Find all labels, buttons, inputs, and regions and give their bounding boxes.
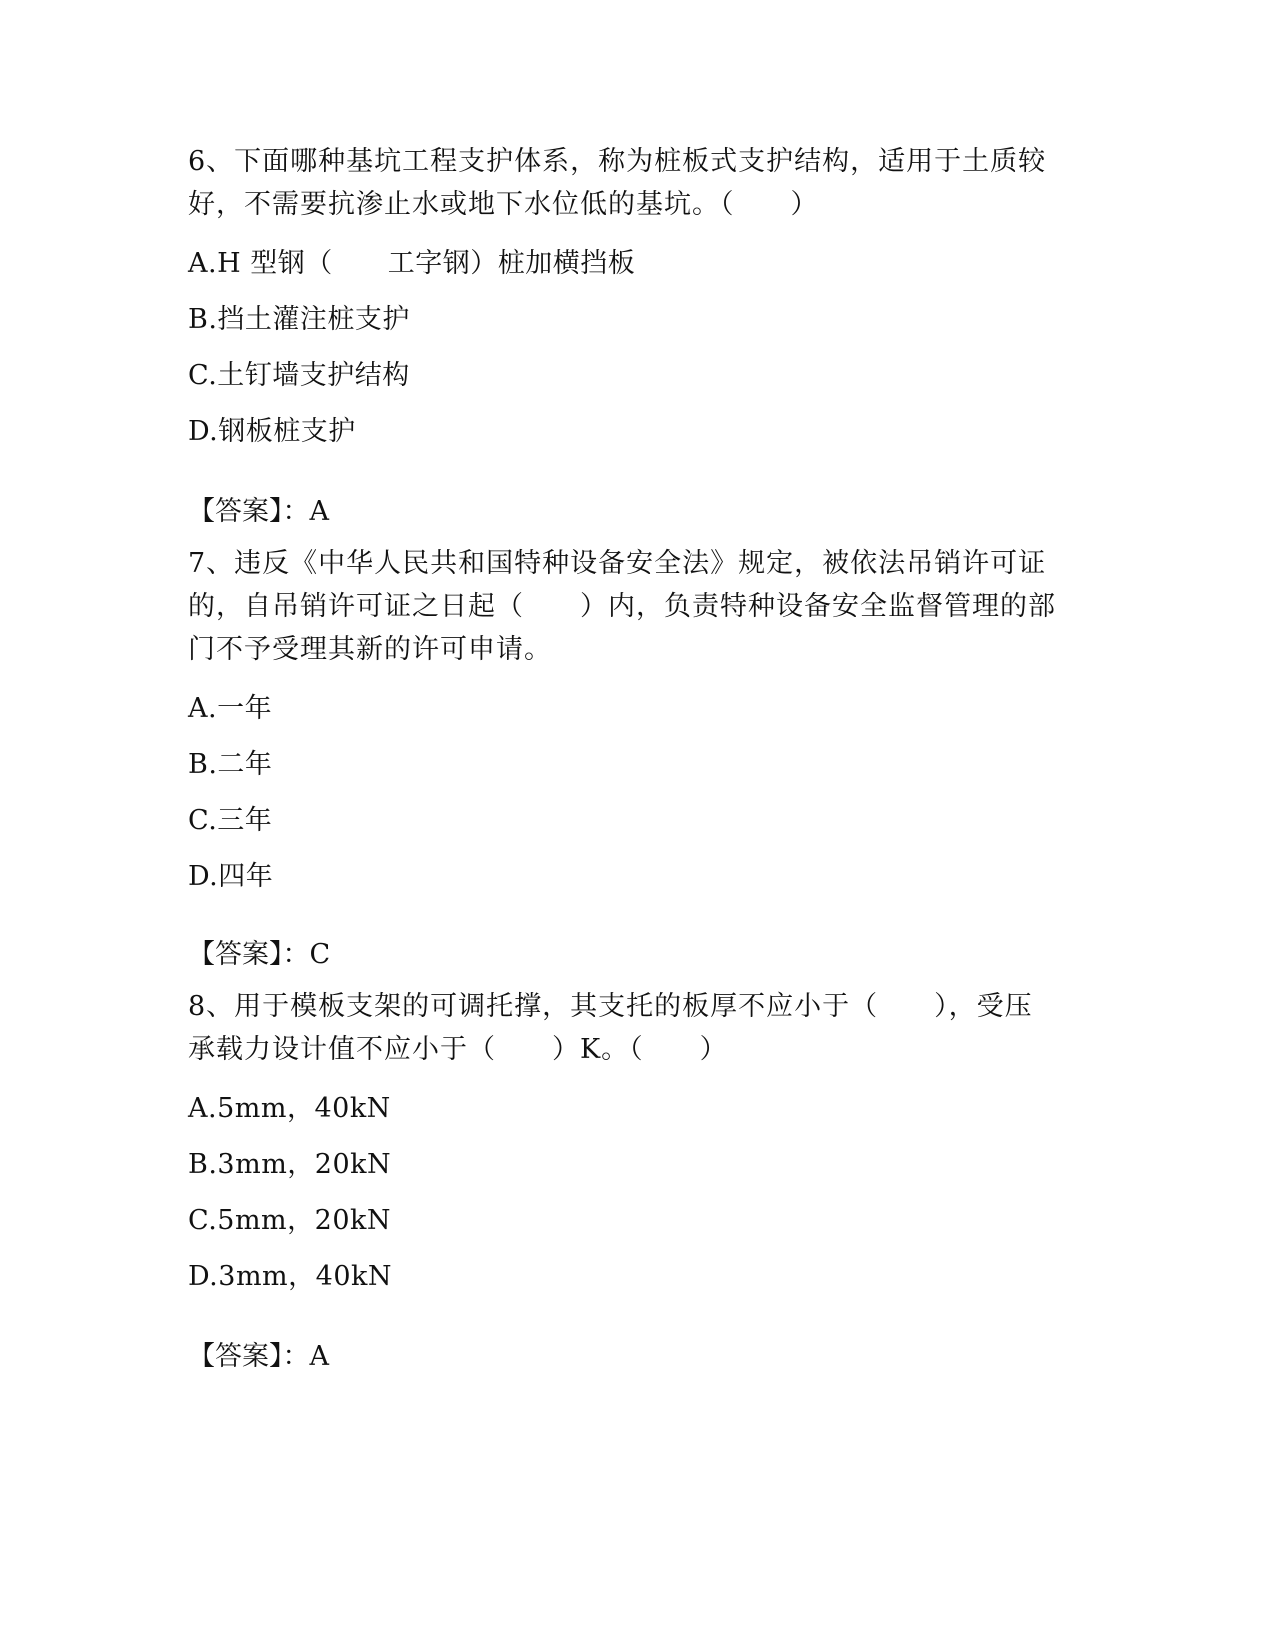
- question-6: [188, 140, 1088, 460]
- option-list: [188, 1081, 1088, 1305]
- answer-value: A: [309, 1341, 329, 1372]
- answer-value: A: [309, 496, 329, 527]
- question-8: [188, 985, 1088, 1305]
- question-stem-line: 8、用于模板支架的可调托撑，其支托的板厚不应小于（ ），受压: [188, 991, 1033, 1022]
- option-b: B.挡土灌注桩支护: [188, 304, 410, 335]
- option-c: C.土钉墙支护结构: [188, 360, 410, 391]
- option-c: C.5mm，20kN: [188, 1205, 392, 1236]
- question-stem-line: 好，不需要抗渗止水或地下水位低的基坑。（ ）: [188, 189, 819, 220]
- question-stem-line: 承载力设计值不应小于（ ）K。（ ）: [188, 1034, 728, 1065]
- option-a: A.一年: [188, 693, 273, 724]
- option-c: C.三年: [188, 805, 273, 836]
- answer-7: [188, 933, 330, 976]
- question-stem-line: 门不予受理其新的许可申请。: [188, 634, 552, 665]
- answer-label: 【答案】：: [188, 1341, 310, 1372]
- option-list: [188, 681, 1088, 905]
- option-a: A.5mm，40kN: [188, 1093, 391, 1124]
- answer-value: C: [309, 939, 331, 970]
- answer-label: 【答案】：: [188, 496, 310, 527]
- option-list: [188, 236, 1088, 460]
- option-a: A.H 型钢（ 工字钢）桩加横挡板: [188, 248, 636, 279]
- question-7: [188, 542, 1088, 905]
- option-d: D.四年: [188, 861, 274, 892]
- answer-8: [188, 1335, 329, 1378]
- option-b: B.二年: [188, 749, 273, 780]
- question-stem-line: 7、违反《中华人民共和国特种设备安全法》规定，被依法吊销许可证: [188, 548, 1047, 579]
- question-stem-line: 6、下面哪种基坑工程支护体系，称为桩板式支护结构，适用于土质较: [188, 146, 1047, 177]
- option-b: B.3mm，20kN: [188, 1149, 392, 1180]
- answer-6: [188, 490, 329, 533]
- option-d: D.3mm，40kN: [188, 1261, 392, 1292]
- answer-label: 【答案】：: [188, 939, 310, 970]
- option-d: D.钢板桩支护: [188, 416, 356, 447]
- question-stem-line: 的，自吊销许可证之日起（ ）内，负责特种设备安全监督管理的部: [188, 591, 1056, 622]
